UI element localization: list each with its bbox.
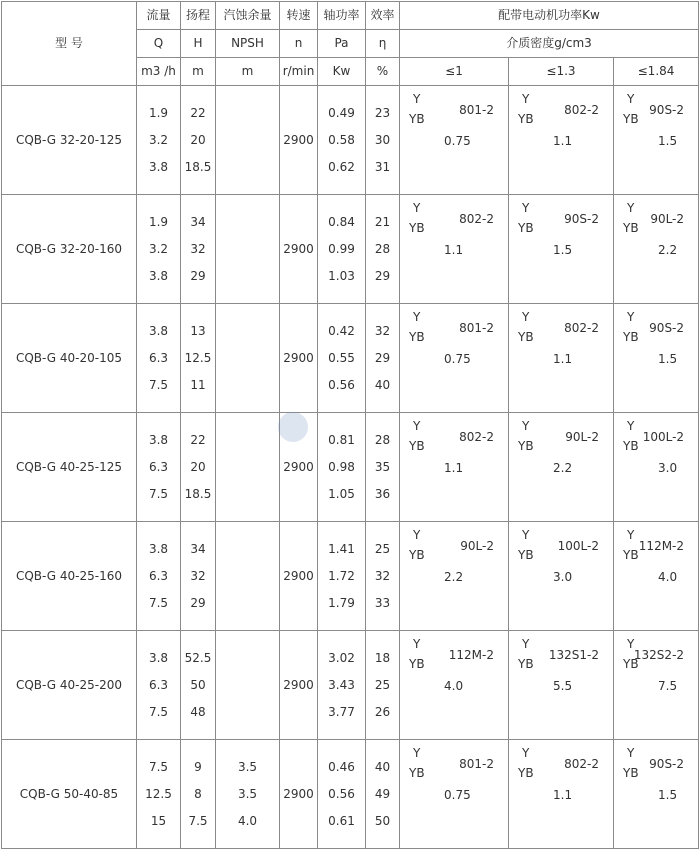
header-head-unit: m — [181, 58, 216, 86]
motor-cell — [614, 522, 699, 631]
header-density-2: ≤1.3 — [509, 58, 614, 86]
shaft-power-cell — [318, 631, 366, 740]
flow-cell-value: 6.3 — [148, 459, 169, 474]
motor-y-label: Y — [627, 419, 635, 433]
table-row — [2, 522, 699, 631]
flow-cell-value: 3.8 — [148, 268, 169, 283]
motor-cell — [509, 522, 614, 631]
shaft-power-cell-value: 1.41 — [328, 541, 355, 556]
flow-cell-value: 6.3 — [148, 568, 169, 583]
motor-y-label: Y — [413, 310, 421, 324]
speed-cell: 2900 — [280, 631, 318, 740]
motor-box — [400, 522, 508, 630]
motor-box — [509, 631, 613, 739]
efficiency-cell — [366, 522, 400, 631]
efficiency-cell — [366, 304, 400, 413]
efficiency-cell — [366, 740, 400, 849]
shaft-power-cell — [318, 413, 366, 522]
motor-y-label: Y — [522, 746, 530, 760]
motor-model: 112M-2 — [448, 648, 494, 662]
motor-y-label: Y — [413, 528, 421, 542]
efficiency-cell-value: 35 — [374, 459, 391, 474]
motor-power: 7.5 — [658, 679, 678, 693]
shaft-power-cell-value: 0.84 — [328, 214, 355, 229]
shaft-power-cell — [318, 740, 366, 849]
motor-model: 90L-2 — [460, 539, 494, 553]
motor-power: 1.5 — [658, 352, 678, 366]
motor-y-label: Y — [413, 92, 421, 106]
motor-power: 1.1 — [553, 352, 573, 366]
flow-cell-value: 3.2 — [148, 241, 169, 256]
model-cell: CQB-G 40-20-105 — [2, 304, 137, 413]
head-cell — [181, 86, 216, 195]
motor-box — [614, 631, 698, 739]
npsh-cell-value: 3.5 — [237, 759, 258, 774]
header-flow-symbol: Q — [137, 30, 181, 58]
motor-model: 802-2 — [459, 430, 494, 444]
header-speed-unit: r/min — [280, 58, 318, 86]
table-body — [2, 2, 699, 849]
motor-yb-label: YB — [518, 330, 534, 344]
efficiency-cell-value: 18 — [374, 650, 391, 665]
header-npsh-symbol: NPSH — [216, 30, 280, 58]
motor-cell — [400, 522, 509, 631]
motor-model: 90S-2 — [649, 757, 685, 771]
motor-model: 90S-2 — [649, 321, 685, 335]
head-cell — [181, 195, 216, 304]
efficiency-cell-value: 26 — [374, 704, 391, 719]
motor-yb-label: YB — [409, 657, 425, 671]
head-cell-value: 22 — [190, 105, 206, 120]
motor-cell — [509, 740, 614, 849]
efficiency-cell-value: 36 — [374, 486, 391, 501]
motor-cell — [509, 631, 614, 740]
header-speed-label: 转速 — [280, 2, 318, 30]
table-row — [2, 631, 699, 740]
motor-model: 100L-2 — [642, 430, 685, 444]
motor-y-label: Y — [627, 201, 635, 215]
head-cell — [181, 631, 216, 740]
table-row — [2, 195, 699, 304]
motor-power: 5.5 — [553, 679, 573, 693]
table-row — [2, 86, 699, 195]
speed-cell: 2900 — [280, 522, 318, 631]
motor-cell — [400, 86, 509, 195]
shaft-power-cell-value: 0.42 — [328, 323, 355, 338]
motor-box — [614, 740, 698, 848]
motor-yb-label: YB — [518, 766, 534, 780]
motor-power: 1.5 — [658, 788, 678, 802]
header-row-1 — [2, 2, 699, 30]
head-cell-value: 32 — [190, 241, 206, 256]
header-motor-title: 配带电动机功率Kw — [400, 2, 699, 30]
npsh-cell — [216, 631, 280, 740]
flow-cell-value: 7.5 — [148, 377, 169, 392]
flow-cell-value: 7.5 — [148, 704, 169, 719]
flow-cell-value: 7.5 — [148, 486, 169, 501]
motor-model: 801-2 — [459, 321, 494, 335]
head-cell-value: 34 — [190, 214, 206, 229]
efficiency-cell-value: 29 — [374, 268, 391, 283]
motor-model: 802-2 — [564, 757, 599, 771]
motor-model: 112M-2 — [638, 539, 685, 553]
motor-cell — [614, 740, 699, 849]
head-cell-value: 48 — [190, 704, 206, 719]
head-cell-value: 9 — [194, 759, 202, 774]
motor-box — [400, 631, 508, 739]
motor-box — [509, 413, 613, 521]
motor-y-label: Y — [413, 746, 421, 760]
npsh-cell-value: 3.5 — [237, 786, 258, 801]
motor-model: 132S1-2 — [548, 648, 599, 662]
head-cell-value: 52.5 — [184, 650, 212, 665]
npsh-cell — [216, 195, 280, 304]
flow-cell-value: 3.2 — [148, 132, 169, 147]
speed-cell: 2900 — [280, 304, 318, 413]
flow-cell — [137, 195, 181, 304]
head-cell-value: 7.5 — [188, 813, 208, 828]
flow-cell — [137, 413, 181, 522]
motor-cell — [509, 86, 614, 195]
header-flow-label: 流量 — [137, 2, 181, 30]
shaft-power-cell-value: 0.46 — [328, 759, 355, 774]
shaft-power-cell-value: 0.56 — [328, 377, 355, 392]
motor-power: 1.5 — [658, 134, 678, 148]
npsh-cell — [216, 86, 280, 195]
head-cell-value: 18.5 — [184, 486, 212, 501]
flow-cell-value: 7.5 — [148, 759, 169, 774]
efficiency-cell-value: 40 — [374, 759, 391, 774]
motor-yb-label: YB — [623, 221, 639, 235]
motor-power: 2.2 — [553, 461, 573, 475]
shaft-power-cell-value: 3.02 — [328, 650, 355, 665]
motor-cell — [400, 195, 509, 304]
header-flow-unit: m3 /h — [137, 58, 181, 86]
motor-model: 90L-2 — [565, 430, 599, 444]
shaft-power-cell-value: 3.43 — [328, 677, 355, 692]
shaft-power-cell-value: 0.55 — [328, 350, 355, 365]
motor-cell — [614, 86, 699, 195]
motor-yb-label: YB — [409, 221, 425, 235]
header-eff-label: 效率 — [366, 2, 400, 30]
motor-yb-label: YB — [623, 439, 639, 453]
header-head-label: 扬程 — [181, 2, 216, 30]
motor-box — [400, 740, 508, 848]
motor-box — [400, 86, 508, 194]
motor-yb-label: YB — [623, 112, 639, 126]
motor-box — [614, 195, 698, 303]
flow-cell — [137, 86, 181, 195]
flow-cell — [137, 304, 181, 413]
motor-box — [614, 413, 698, 521]
flow-cell — [137, 522, 181, 631]
motor-cell — [400, 304, 509, 413]
speed-cell: 2900 — [280, 413, 318, 522]
motor-y-label: Y — [522, 201, 530, 215]
head-cell-value: 29 — [190, 268, 206, 283]
head-cell — [181, 740, 216, 849]
head-cell-value: 34 — [190, 541, 206, 556]
flow-cell-value: 3.8 — [148, 323, 169, 338]
motor-yb-label: YB — [409, 439, 425, 453]
motor-yb-label: YB — [623, 766, 639, 780]
motor-box — [509, 195, 613, 303]
motor-box — [614, 304, 698, 412]
motor-power: 1.5 — [553, 243, 573, 257]
model-cell: CQB-G 40-25-125 — [2, 413, 137, 522]
speed-cell: 2900 — [280, 86, 318, 195]
shaft-power-cell-value: 1.03 — [328, 268, 355, 283]
motor-cell — [400, 631, 509, 740]
efficiency-cell-value: 21 — [374, 214, 391, 229]
npsh-cell — [216, 522, 280, 631]
motor-model: 132S2-2 — [633, 648, 685, 662]
header-eff-symbol: η — [366, 30, 400, 58]
header-speed-symbol: n — [280, 30, 318, 58]
shaft-power-cell-value: 0.62 — [328, 159, 355, 174]
header-npsh-unit: m — [216, 58, 280, 86]
flow-cell-value: 3.8 — [148, 432, 169, 447]
efficiency-cell-value: 31 — [374, 159, 391, 174]
header-eff-unit: % — [366, 58, 400, 86]
header-head-symbol: H — [181, 30, 216, 58]
head-cell-value: 20 — [190, 132, 206, 147]
shaft-power-cell-value: 0.98 — [328, 459, 355, 474]
motor-box — [400, 304, 508, 412]
motor-yb-label: YB — [623, 330, 639, 344]
flow-cell — [137, 631, 181, 740]
speed-cell: 2900 — [280, 195, 318, 304]
efficiency-cell-value: 40 — [374, 377, 391, 392]
npsh-cell — [216, 304, 280, 413]
model-cell: CQB-G 40-25-160 — [2, 522, 137, 631]
motor-yb-label: YB — [623, 548, 639, 562]
head-cell-value: 8 — [194, 786, 202, 801]
efficiency-cell-value: 25 — [374, 677, 391, 692]
npsh-cell — [216, 413, 280, 522]
motor-power: 1.1 — [444, 243, 464, 257]
head-cell-value: 20 — [190, 459, 206, 474]
motor-model: 90S-2 — [564, 212, 599, 226]
header-shaft-symbol: Pa — [318, 30, 366, 58]
shaft-power-cell-value: 0.99 — [328, 241, 355, 256]
head-cell-value: 29 — [190, 595, 206, 610]
head-cell-value: 13 — [190, 323, 206, 338]
motor-box — [509, 86, 613, 194]
head-cell-value: 11 — [190, 377, 206, 392]
motor-power: 2.2 — [658, 243, 678, 257]
motor-cell — [509, 195, 614, 304]
shaft-power-cell — [318, 86, 366, 195]
header-density-1: ≤1 — [400, 58, 509, 86]
model-cell: CQB-G 40-25-200 — [2, 631, 137, 740]
model-cell: CQB-G 32-20-160 — [2, 195, 137, 304]
motor-power: 1.1 — [553, 134, 573, 148]
motor-power: 3.0 — [658, 461, 678, 475]
motor-power: 0.75 — [444, 788, 471, 802]
head-cell — [181, 413, 216, 522]
flow-cell-value: 6.3 — [148, 677, 169, 692]
motor-y-label: Y — [627, 92, 635, 106]
motor-model: 802-2 — [564, 321, 599, 335]
motor-yb-label: YB — [518, 657, 534, 671]
efficiency-cell-value: 28 — [374, 241, 391, 256]
flow-cell — [137, 740, 181, 849]
motor-y-label: Y — [627, 637, 635, 651]
table-row — [2, 304, 699, 413]
motor-yb-label: YB — [409, 766, 425, 780]
motor-box — [509, 740, 613, 848]
spec-table — [1, 1, 699, 849]
npsh-cell — [216, 740, 280, 849]
motor-box — [614, 522, 698, 630]
motor-box — [400, 413, 508, 521]
shaft-power-cell-value: 1.79 — [328, 595, 355, 610]
motor-cell — [509, 413, 614, 522]
efficiency-cell-value: 28 — [374, 432, 391, 447]
motor-y-label: Y — [413, 419, 421, 433]
header-npsh-label: 汽蚀余量 — [216, 2, 280, 30]
motor-cell — [509, 304, 614, 413]
shaft-power-cell-value: 0.81 — [328, 432, 355, 447]
head-cell-value: 22 — [190, 432, 206, 447]
efficiency-cell-value: 32 — [374, 568, 391, 583]
flow-cell-value: 3.8 — [148, 159, 169, 174]
shaft-power-cell — [318, 522, 366, 631]
motor-y-label: Y — [627, 310, 635, 324]
motor-y-label: Y — [627, 746, 635, 760]
model-cell: CQB-G 32-20-125 — [2, 86, 137, 195]
motor-cell — [400, 740, 509, 849]
flow-cell-value: 1.9 — [148, 105, 169, 120]
motor-yb-label: YB — [623, 657, 639, 671]
efficiency-cell-value: 50 — [374, 813, 391, 828]
motor-power: 0.75 — [444, 352, 471, 366]
motor-power: 1.1 — [444, 461, 464, 475]
header-density-3: ≤1.84 — [614, 58, 699, 86]
motor-box — [400, 195, 508, 303]
motor-model: 802-2 — [564, 103, 599, 117]
motor-cell — [614, 195, 699, 304]
model-cell: CQB-G 50-40-85 — [2, 740, 137, 849]
motor-y-label: Y — [413, 201, 421, 215]
table-row — [2, 413, 699, 522]
shaft-power-cell-value: 0.61 — [328, 813, 355, 828]
motor-box — [509, 304, 613, 412]
shaft-power-cell — [318, 304, 366, 413]
motor-yb-label: YB — [518, 548, 534, 562]
efficiency-cell-value: 25 — [374, 541, 391, 556]
head-cell — [181, 304, 216, 413]
motor-power: 4.0 — [658, 570, 678, 584]
motor-power: 3.0 — [553, 570, 573, 584]
motor-cell — [614, 413, 699, 522]
efficiency-cell-value: 29 — [374, 350, 391, 365]
motor-y-label: Y — [522, 419, 530, 433]
npsh-cell-value: 4.0 — [237, 813, 258, 828]
flow-cell-value: 6.3 — [148, 350, 169, 365]
header-density-title: 介质密度g/cm3 — [400, 30, 699, 58]
efficiency-cell-value: 33 — [374, 595, 391, 610]
efficiency-cell-value: 49 — [374, 786, 391, 801]
header-shaft-label: 轴功率 — [318, 2, 366, 30]
motor-model: 802-2 — [459, 212, 494, 226]
motor-box — [509, 522, 613, 630]
motor-y-label: Y — [522, 528, 530, 542]
motor-yb-label: YB — [518, 439, 534, 453]
motor-model: 90S-2 — [649, 103, 685, 117]
shaft-power-cell-value: 0.56 — [328, 786, 355, 801]
efficiency-cell-value: 23 — [374, 105, 391, 120]
efficiency-cell — [366, 195, 400, 304]
motor-y-label: Y — [522, 92, 530, 106]
flow-cell-value: 3.8 — [148, 541, 169, 556]
motor-cell — [614, 631, 699, 740]
motor-yb-label: YB — [409, 330, 425, 344]
motor-yb-label: YB — [518, 112, 534, 126]
shaft-power-cell-value: 0.49 — [328, 105, 355, 120]
motor-yb-label: YB — [409, 112, 425, 126]
motor-yb-label: YB — [409, 548, 425, 562]
flow-cell-value: 3.8 — [148, 650, 169, 665]
motor-y-label: Y — [522, 637, 530, 651]
shaft-power-cell-value: 1.72 — [328, 568, 355, 583]
head-cell — [181, 522, 216, 631]
efficiency-cell — [366, 631, 400, 740]
motor-power: 4.0 — [444, 679, 464, 693]
shaft-power-cell-value: 3.77 — [328, 704, 355, 719]
motor-y-label: Y — [413, 637, 421, 651]
header-model: 型 号 — [2, 2, 137, 86]
shaft-power-cell-value: 1.05 — [328, 486, 355, 501]
efficiency-cell — [366, 413, 400, 522]
head-cell-value: 50 — [190, 677, 206, 692]
motor-cell — [400, 413, 509, 522]
header-shaft-unit: Kw — [318, 58, 366, 86]
flow-cell-value: 7.5 — [148, 595, 169, 610]
flow-cell-value: 1.9 — [148, 214, 169, 229]
efficiency-cell-value: 30 — [374, 132, 391, 147]
motor-power: 0.75 — [444, 134, 471, 148]
motor-model: 90L-2 — [650, 212, 685, 226]
motor-model: 801-2 — [459, 757, 494, 771]
table-row — [2, 740, 699, 849]
efficiency-cell-value: 32 — [374, 323, 391, 338]
motor-yb-label: YB — [518, 221, 534, 235]
shaft-power-cell — [318, 195, 366, 304]
flow-cell-value: 15 — [150, 813, 167, 828]
flow-cell-value: 12.5 — [145, 786, 172, 801]
motor-y-label: Y — [522, 310, 530, 324]
motor-model: 801-2 — [459, 103, 494, 117]
head-cell-value: 12.5 — [184, 350, 212, 365]
head-cell-value: 32 — [190, 568, 206, 583]
head-cell-value: 18.5 — [184, 159, 212, 174]
motor-power: 2.2 — [444, 570, 464, 584]
efficiency-cell — [366, 86, 400, 195]
motor-model: 100L-2 — [557, 539, 599, 553]
motor-power: 1.1 — [553, 788, 573, 802]
shaft-power-cell-value: 0.58 — [328, 132, 355, 147]
motor-y-label: Y — [627, 528, 635, 542]
speed-cell: 2900 — [280, 740, 318, 849]
motor-box — [614, 86, 698, 194]
motor-cell — [614, 304, 699, 413]
